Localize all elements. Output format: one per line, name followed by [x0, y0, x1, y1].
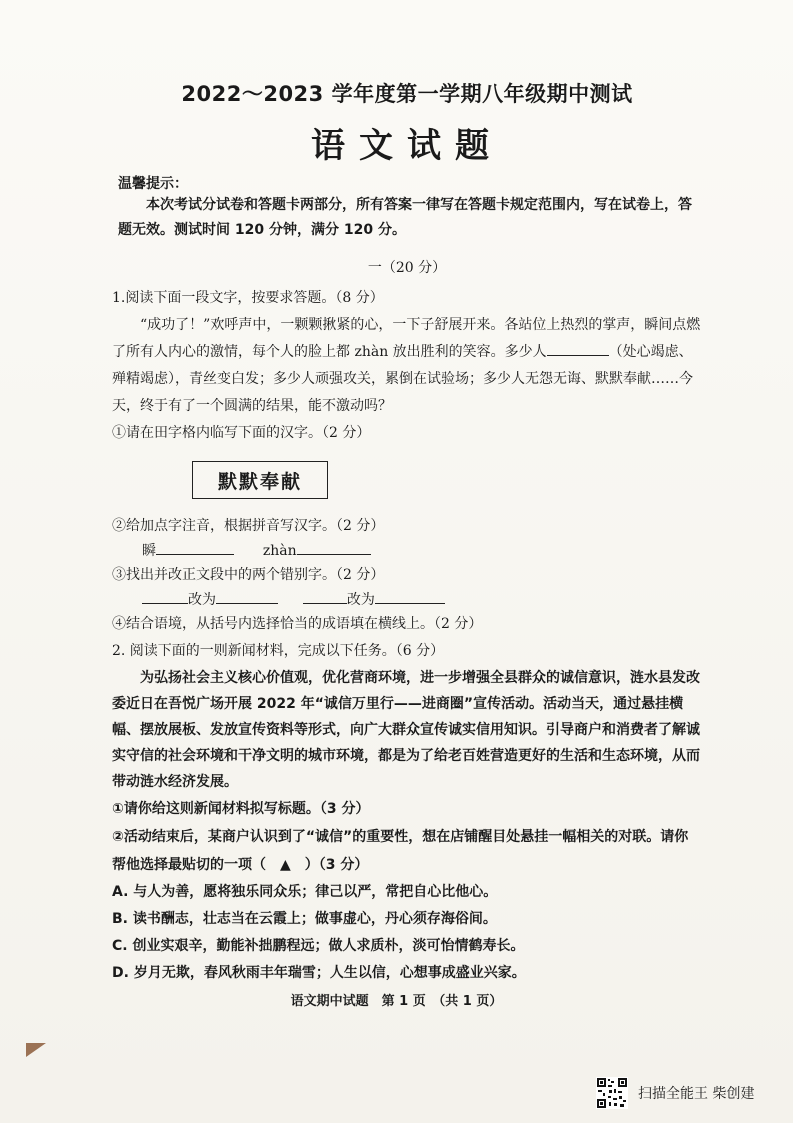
passage-part-a: “成功了！”欢呼声中，一颗颗揪紧的心，一下子舒展开来。各站位上热烈的掌声，瞬间点燃了所有人内心的激情，每个人的脸上都 zhàn 放出胜利的笑容。多少人 [112, 317, 701, 360]
watermark-text: 扫描全能王 柴创建 [638, 1086, 755, 1102]
change-to-label-1: 改为 [188, 592, 216, 608]
correct-char-blank-1 [216, 603, 278, 604]
idiom-blank [547, 355, 609, 356]
exam-content [112, 78, 702, 987]
question-1-prompt: 1.阅读下面一段文字，按要求答题。（8 分） [112, 290, 384, 306]
news-passage: 为弘扬社会主义核心价值观，优化营商环境，进一步增强全县群众的诚信意识，涟水县发改委近日在吾悦广场开展 2022 年“诚信万里行——进商圈”宣传活动。活动当天，通过悬挂横幅、摆放展板、发放宣传资料等形式，向广大群众宣传诚实信用知识。引导商户和消费者了解诚实守信的社会环境和干净文明的城市环境，都是为了给老百姓营造更好的生活和生态环境，从而带动涟水经济发展。 [112, 670, 700, 790]
question-1-sub2: ②给加点字注音，根据拼音写汉字。（2 分） [112, 518, 385, 534]
question-1-sub1: ①请在田字格内临写下面的汉字。（2 分） [112, 425, 371, 441]
question-2-prompt: 2. 阅读下面的一则新闻材料，完成以下任务。（6 分） [112, 643, 445, 659]
copy-characters-box: 默默奉献 [192, 461, 328, 499]
page-footer: 语文期中试题 第 1 页 （共 1 页） [290, 994, 503, 1009]
change-to-label-2: 改为 [346, 592, 375, 608]
section-1-label: 一（20 分） [367, 260, 447, 276]
tips-heading: 温馨提示： [118, 176, 188, 192]
option-d: D. 岁月无欺，春风秋雨丰年瑞雪；人生以信，心想事成盛业兴家。 [112, 965, 526, 981]
subject-title: 语文试题 [311, 126, 503, 166]
pinyin-answer-row [142, 540, 702, 562]
question-1-passage [112, 312, 702, 420]
scanner-watermark [596, 1077, 754, 1109]
qr-code-icon [596, 1077, 628, 1109]
question-2-sub1: ①请你给这则新闻材料拟写标题。（3 分） [112, 801, 370, 817]
passage-part-b: （处心竭虑、殚精竭虑），青丝变白发；多少人顽强攻关，累倒在试验场；多少人无怨无诲、默默奉献……今天，终于有了一个圆满的结果，能不激动吗？ [112, 344, 693, 414]
pinyin-char-a: 瞬 [142, 543, 156, 559]
corner-mark [26, 1043, 46, 1057]
question-1-sub4: ④结合语境，从括号内选择恰当的成语填在横线上。（2 分） [112, 616, 483, 632]
option-a: A. 与人为善，愿将独乐同众乐；律己以严，常把自心比他心。 [112, 884, 498, 900]
option-b: B. 读书酬志，壮志当在云霞上；做事虚心，丹心须存海俗间。 [112, 911, 497, 927]
tips-text: 本次考试分试卷和答题卡两部分，所有答案一律写在答题卡规定范围内，写在试卷上，答题无效。测试时间 120 分钟，满分 120 分。 [118, 197, 692, 238]
correct-char-blank-2 [375, 603, 445, 604]
pinyin-blank-b [297, 554, 371, 555]
wrong-char-blank-1 [142, 603, 188, 604]
wrong-char-blank-2 [303, 603, 347, 604]
option-c: C. 创业实艰辛，勤能补拙鹏程远；做人求质朴，淡可怡情鹤寿长。 [112, 938, 525, 954]
pinyin-blank-a [156, 554, 234, 555]
correction-answer-row [142, 589, 702, 611]
pinyin-char-b: zhàn [262, 543, 297, 559]
exam-title: 2022～2023 学年度第一学期八年级期中测试 [181, 82, 633, 106]
question-1-sub3: ③找出并改正文段中的两个错别字。（2 分） [112, 567, 385, 583]
question-2-sub2: ②活动结束后，某商户认识到了“诚信”的重要性，想在店铺醒目处悬挂一幅相关的对联。请你帮他选择最贴切的一项（ ▲ ）（3 分） [112, 829, 689, 873]
